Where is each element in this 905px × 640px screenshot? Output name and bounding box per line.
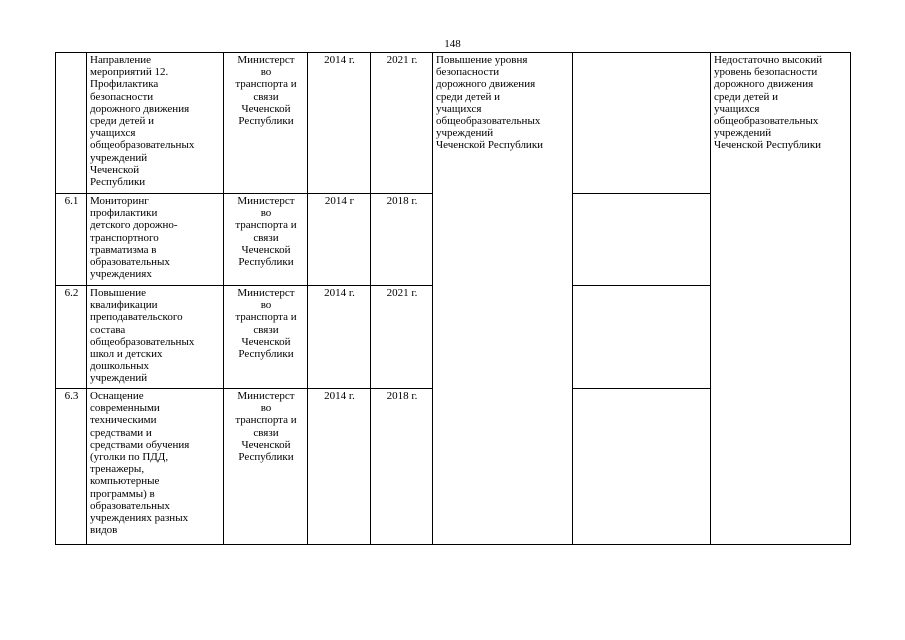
start-year: 2014 г. [308, 389, 371, 545]
start-year: 2014 г [308, 194, 371, 286]
activity-name: Оснащение современными техническими средствами и средствами обучения (уголки по ПДД, тренажеры, компьютерные программы) в образовательных учреждениях разных видов [87, 389, 224, 545]
end-year: 2021 г. [371, 53, 433, 194]
row-number: 6.2 [56, 286, 87, 389]
start-year: 2014 г. [308, 286, 371, 389]
program-activities-table [55, 52, 851, 545]
empty-cell [573, 194, 711, 286]
page-number: 148 [444, 38, 461, 50]
empty-cell [573, 286, 711, 389]
end-year: 2021 г. [371, 286, 433, 389]
row-number [56, 53, 87, 194]
executor: Министерст во транспорта и связи Чеченской Республики [224, 286, 308, 389]
executor: Министерст во транспорта и связи Чеченской Республики [224, 53, 308, 194]
empty-cell [573, 389, 711, 545]
activity-name: Мониторинг профилактики детского дорожно- транспортного травматизма в образовательных учреждениях [87, 194, 224, 286]
table-row [56, 53, 851, 194]
end-year: 2018 г. [371, 194, 433, 286]
row-number: 6.3 [56, 389, 87, 545]
consequences: Недостаточно высокий уровень безопасности дорожного движения среди детей и учащихся общеобразовательных учреждений Чеченской Республики [711, 53, 851, 545]
end-year: 2018 г. [371, 389, 433, 545]
expected-result: Повышение уровня безопасности дорожного движения среди детей и учащихся общеобразовательных учреждений Чеченской Республики [433, 53, 573, 545]
start-year: 2014 г. [308, 53, 371, 194]
empty-cell [573, 53, 711, 194]
executor: Министерст во транспорта и связи Чеченской Республики [224, 194, 308, 286]
row-number: 6.1 [56, 194, 87, 286]
activity-name: Направление мероприятий 12. Профилактика безопасности дорожного движения среди детей и учащихся общеобразовательных учреждений Чеченской Республики [87, 53, 224, 194]
activity-name: Повышение квалификации преподавательского состава общеобразовательных школ и детских дошкольных учреждений [87, 286, 224, 389]
executor: Министерст во транспорта и связи Чеченской Республики [224, 389, 308, 545]
